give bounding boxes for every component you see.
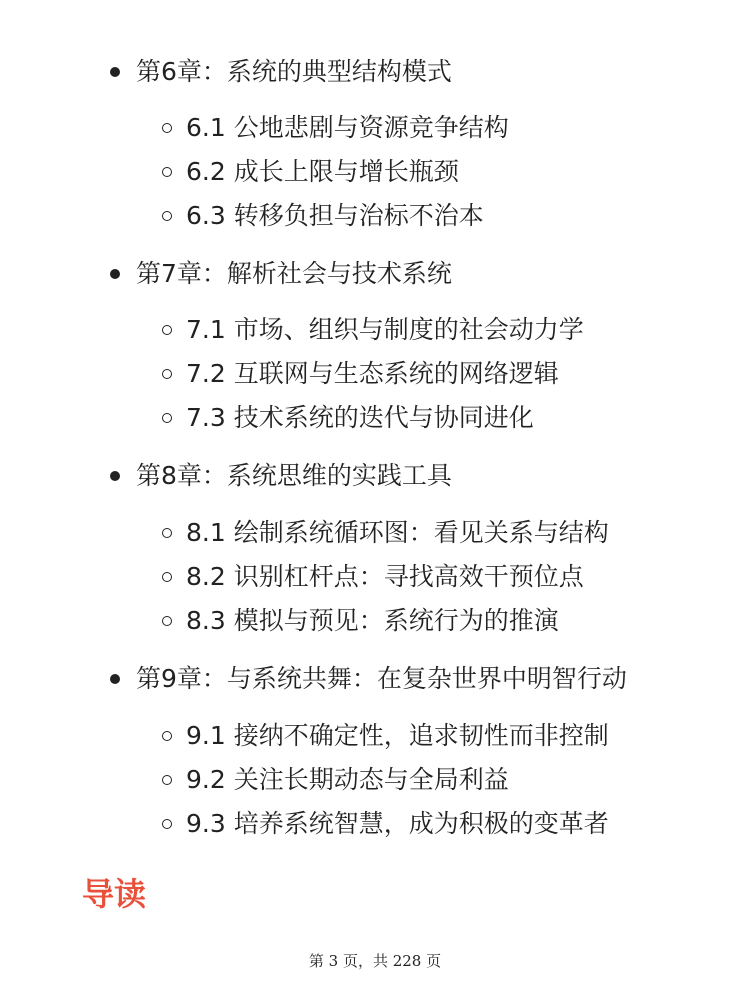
section-6-1[interactable] <box>162 108 509 148</box>
bullet-icon <box>110 471 120 481</box>
circle-bullet-icon <box>162 325 172 335</box>
circle-bullet-icon <box>162 528 172 538</box>
section-title: 6.1 公地悲剧与资源竞争结构 <box>186 113 509 142</box>
section-8-2[interactable] <box>162 557 584 597</box>
section-7-2[interactable] <box>162 354 559 394</box>
section-title: 9.1 接纳不确定性，追求韧性而非控制 <box>186 721 609 750</box>
circle-bullet-icon <box>162 731 172 741</box>
bullet-icon <box>110 674 120 684</box>
section-title: 7.1 市场、组织与制度的社会动力学 <box>186 315 584 344</box>
section-title: 6.3 转移负担与治标不治本 <box>186 201 484 230</box>
circle-bullet-icon <box>162 616 172 626</box>
chapter-title: 第6章：系统的典型结构模式 <box>136 57 452 86</box>
section-9-1[interactable] <box>162 716 609 756</box>
section-7-1[interactable] <box>162 310 584 350</box>
chapter-title: 第8章：系统思维的实践工具 <box>136 461 452 490</box>
section-title: 7.2 互联网与生态系统的网络逻辑 <box>186 359 559 388</box>
section-9-3[interactable] <box>162 804 609 844</box>
chapter-title: 第7章：解析社会与技术系统 <box>136 259 452 288</box>
section-heading: 导读 <box>82 875 147 913</box>
section-title: 8.2 识别杠杆点：寻找高效干预位点 <box>186 562 584 591</box>
circle-bullet-icon <box>162 167 172 177</box>
bullet-icon <box>110 269 120 279</box>
section-title: 9.3 培养系统智慧，成为积极的变革者 <box>186 809 609 838</box>
chapter-9[interactable] <box>110 659 627 699</box>
section-title: 8.1 绘制系统循环图：看见关系与结构 <box>186 518 609 547</box>
circle-bullet-icon <box>162 369 172 379</box>
chapter-7[interactable] <box>110 254 452 294</box>
circle-bullet-icon <box>162 123 172 133</box>
section-9-2[interactable] <box>162 760 509 800</box>
section-title: 6.2 成长上限与增长瓶颈 <box>186 157 459 186</box>
bullet-icon <box>110 67 120 77</box>
page-number: 第 3 页，共 228 页 <box>308 952 442 970</box>
circle-bullet-icon <box>162 819 172 829</box>
section-6-3[interactable] <box>162 196 484 236</box>
circle-bullet-icon <box>162 211 172 221</box>
section-7-3[interactable] <box>162 398 534 438</box>
circle-bullet-icon <box>162 572 172 582</box>
section-8-1[interactable] <box>162 513 609 553</box>
section-title: 9.2 关注长期动态与全局利益 <box>186 765 509 794</box>
chapter-6[interactable] <box>110 52 452 92</box>
circle-bullet-icon <box>162 413 172 423</box>
section-8-3[interactable] <box>162 601 559 641</box>
chapter-8[interactable] <box>110 456 452 496</box>
section-title: 7.3 技术系统的迭代与协同进化 <box>186 403 534 432</box>
chapter-title: 第9章：与系统共舞：在复杂世界中明智行动 <box>136 664 627 693</box>
section-title: 8.3 模拟与预见：系统行为的推演 <box>186 606 559 635</box>
section-6-2[interactable] <box>162 152 459 192</box>
circle-bullet-icon <box>162 775 172 785</box>
